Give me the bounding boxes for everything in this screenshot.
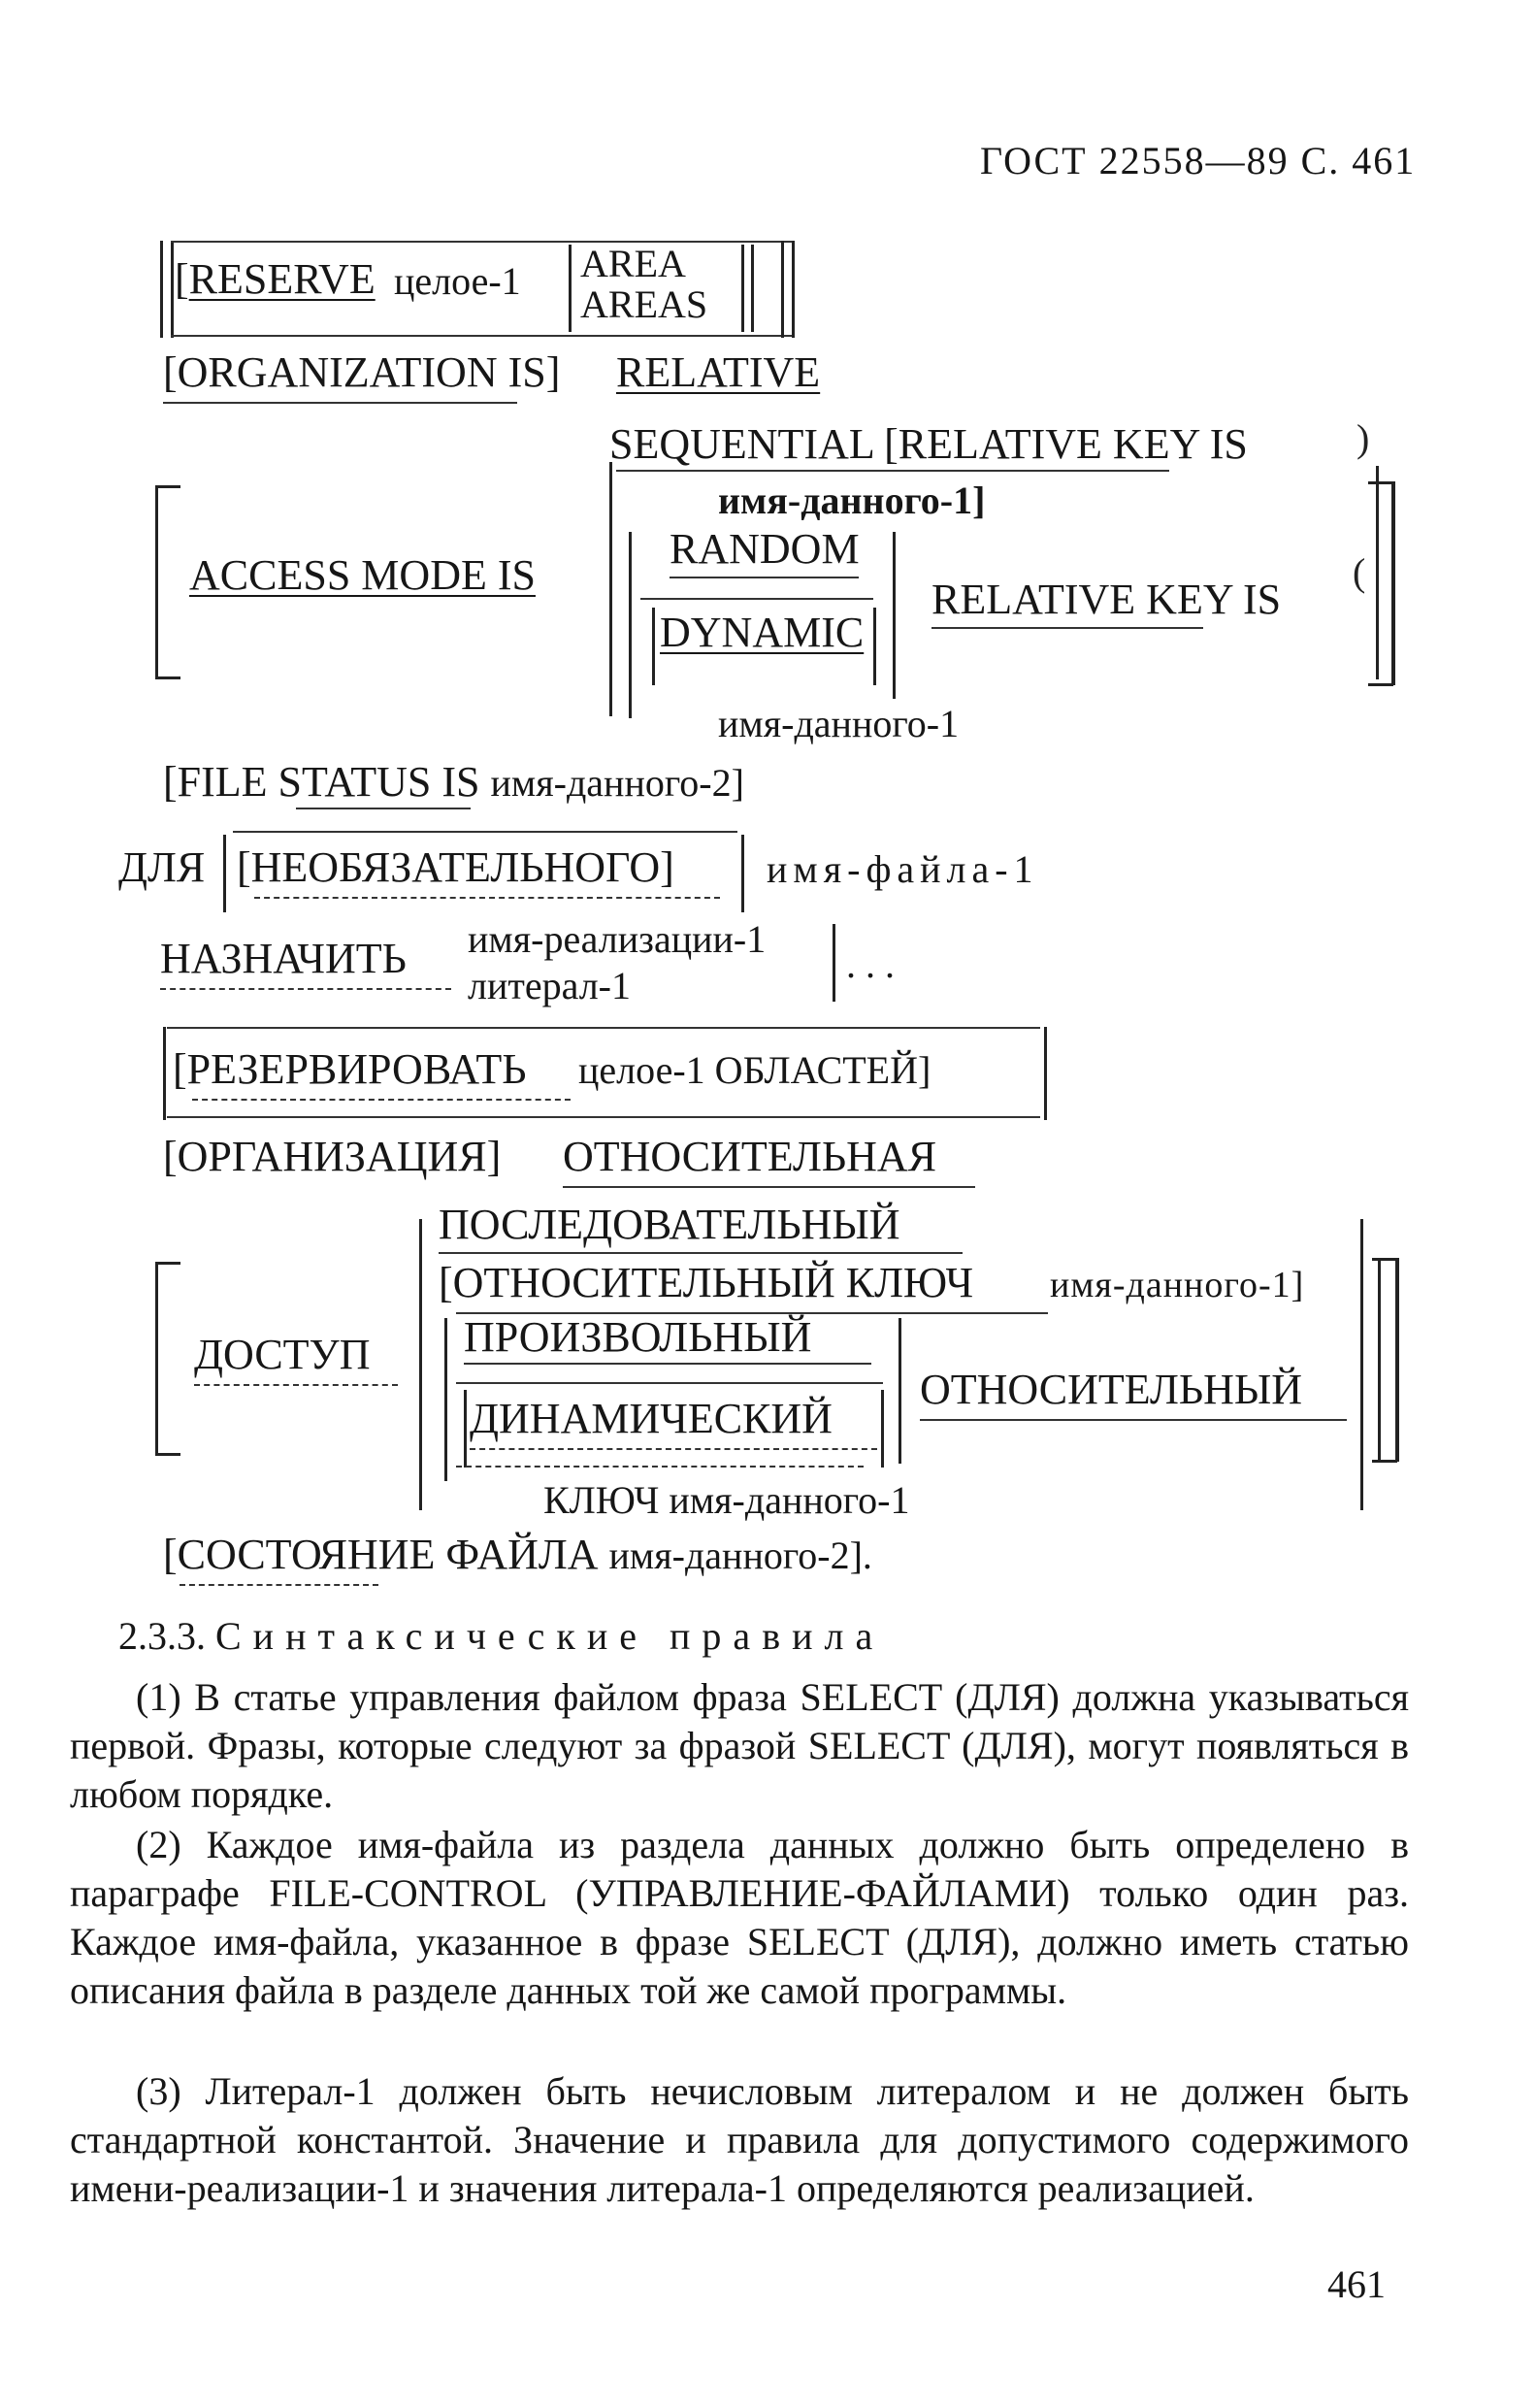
bracket-line bbox=[1044, 1027, 1047, 1120]
access-mode-label: ACCESS MODE IS bbox=[189, 551, 536, 599]
brace-line bbox=[1360, 1219, 1363, 1510]
reserve-ru-tail: целое-1 ОБЛАСТЕЙ] bbox=[578, 1048, 931, 1092]
relkey-ru-tail: имя-данного-1] bbox=[1050, 1265, 1305, 1305]
relkey-ru: [ОТНОСИТЕЛЬНЫЙ КЛЮЧ bbox=[439, 1259, 974, 1306]
key-ru: КЛЮЧ bbox=[543, 1478, 660, 1522]
section-title: Синтаксические правила bbox=[215, 1614, 885, 1658]
relative-m-ru: ОТНОСИТЕЛЬНЫЙ bbox=[920, 1366, 1303, 1413]
bracket-line bbox=[223, 835, 226, 912]
big-bracket-right bbox=[1372, 1460, 1397, 1463]
running-head: ГОСТ 22558—89 С. 461 bbox=[980, 139, 1417, 182]
sequential-line: SEQUENTIAL [RELATIVE KEY IS bbox=[609, 420, 1248, 468]
bracket-line bbox=[873, 608, 876, 685]
big-bracket-left bbox=[155, 1262, 158, 1456]
bracket-line bbox=[233, 831, 737, 833]
access-ru: ДОСТУП bbox=[194, 1331, 371, 1378]
bracket-line bbox=[741, 245, 744, 332]
dashed-underline bbox=[254, 897, 720, 899]
bracket-line bbox=[464, 1390, 467, 1468]
bracket-line bbox=[171, 241, 792, 243]
random-keyword: RANDOM bbox=[670, 525, 860, 573]
dlya-keyword: ДЛЯ bbox=[118, 843, 206, 891]
dashed-underline bbox=[456, 1466, 864, 1468]
big-bracket-right bbox=[1368, 481, 1393, 484]
underline bbox=[931, 627, 1203, 629]
underline bbox=[163, 402, 517, 404]
organization-clause: [ORGANIZATION IS] bbox=[163, 348, 561, 396]
bracket-line bbox=[167, 1116, 1040, 1118]
key-ru-tail: имя-данного-1 bbox=[669, 1478, 910, 1522]
integer-1: целое-1 bbox=[394, 259, 521, 303]
underline bbox=[439, 1252, 963, 1254]
underline bbox=[296, 808, 471, 809]
underline bbox=[670, 577, 859, 578]
relative-keyword: RELATIVE bbox=[616, 348, 821, 396]
big-bracket-left bbox=[155, 1453, 180, 1456]
data-name-2: имя-данного-2] bbox=[490, 761, 744, 805]
relative-ru: ОТНОСИТЕЛЬНАЯ bbox=[563, 1133, 937, 1180]
brace-line bbox=[893, 532, 896, 699]
ellipsis: . . . bbox=[846, 942, 895, 986]
data-name-1b: имя-данного-1 bbox=[718, 702, 960, 745]
data-name-1: имя-данного-1] bbox=[718, 478, 986, 522]
bracket-line bbox=[569, 245, 572, 332]
sequential-ru: ПОСЛЕДОВАТЕЛЬНЫЙ bbox=[439, 1201, 900, 1248]
big-bracket-right bbox=[1391, 481, 1395, 685]
brace-right: ( bbox=[1353, 550, 1366, 594]
file-name-1: имя-файла-1 bbox=[767, 847, 1039, 891]
dashed-underline bbox=[160, 988, 451, 990]
paragraph-3: (3) Литерал-1 должен быть нечисловым литералом и не должен быть стандартной константой. Значение и правила для допустимого содержимого имени-реализации-1 и значения литерала-1 определяются реализацией. bbox=[70, 2069, 1409, 2210]
reserve-keyword: RESERVE bbox=[188, 255, 376, 303]
bracket-line bbox=[881, 1390, 884, 1468]
big-bracket-right bbox=[1395, 1258, 1399, 1462]
brace-right: ) bbox=[1356, 416, 1370, 460]
file-state: [СОСТОЯНИЕ ФАЙЛА bbox=[163, 1531, 599, 1578]
bracket-line bbox=[163, 1027, 166, 1120]
underline bbox=[616, 470, 1169, 472]
bracket-line bbox=[160, 241, 163, 338]
big-bracket-left bbox=[155, 485, 158, 679]
dynamic-keyword: DYNAMIC bbox=[660, 609, 865, 656]
big-bracket-inner bbox=[1378, 1258, 1381, 1462]
brace-line bbox=[444, 1318, 447, 1481]
dashed-underline bbox=[194, 1384, 398, 1386]
dashed-underline bbox=[180, 1584, 378, 1586]
assign-keyword: НАЗНАЧИТЬ bbox=[160, 935, 407, 982]
relative-key-is: RELATIVE KEY IS bbox=[931, 576, 1282, 623]
brace-line bbox=[629, 532, 632, 718]
impl-name-1: имя-реализации-1 bbox=[468, 917, 767, 961]
underline bbox=[640, 598, 873, 600]
bracket-line bbox=[652, 608, 655, 685]
section-number: 2.3.3. bbox=[118, 1614, 206, 1658]
brace-line bbox=[609, 462, 612, 716]
bracket-line bbox=[741, 835, 744, 912]
organization-ru: [ОРГАНИЗАЦИЯ] bbox=[163, 1133, 502, 1180]
underline bbox=[464, 1363, 871, 1365]
brace-line bbox=[899, 1318, 901, 1464]
areas-keyword: AREAS bbox=[580, 282, 708, 326]
dashed-underline bbox=[470, 1448, 877, 1450]
paragraph-2: (2) Каждое имя-файла из раздела данных должно быть определено в параграфе FILE-CONTROL (УПРАВЛЕНИЕ-ФАЙЛАМИ) только один раз. Каждое имя-файла, указанное в фразе SELECT (ДЛЯ), должно иметь статью описания файла в разделе данных той же самой программы. bbox=[70, 1823, 1409, 2012]
big-bracket-right bbox=[1368, 683, 1393, 686]
file-status-clause: [FILE STATUS IS bbox=[163, 758, 480, 806]
random-ru: ПРОИЗВОЛЬНЫЙ bbox=[464, 1313, 812, 1361]
underline bbox=[456, 1382, 883, 1384]
underline bbox=[563, 1186, 975, 1188]
optional-keyword: [НЕОБЯЗАТЕЛЬНОГО] bbox=[237, 843, 674, 891]
paragraph-1: (1) В статье управления файлом фраза SELECT (ДЛЯ) должна указываться первой. Фразы, которые следуют за фразой SELECT (ДЛЯ), могут появляться в любом порядке. bbox=[70, 1675, 1409, 1816]
brace-line bbox=[833, 924, 835, 1002]
page-number: 461 bbox=[1327, 2262, 1386, 2306]
dashed-underline bbox=[192, 1099, 571, 1101]
big-bracket-inner bbox=[1376, 466, 1379, 679]
document-page: ГОСТ 22558—89 С. 461 [RESERVE целое-1 AREA AREAS [ORGANIZATION IS] RELATIVE ACCESS MODE IS SEQUENTIAL [RELATIVE KEY IS имя-данного-1] ) RANDOM DYNAMIC RELATIVE KEY IS ( имя-данного-1 [FILE STATUS IS имя-данного-2] ДЛЯ [НЕОБЯЗАТЕЛЬНОГО] имя-файла-1 НАЗНАЧИТЬ имя-реализации-1 литерал-1 . . . [РЕЗЕРВИРОВАТЬ целое-1 ОБЛАСТЕЙ] [ОРГАНИЗАЦИЯ] ОТНОСИТЕЛЬНАЯ ДОСТУП ПОСЛЕДОВАТЕЛЬНЫЙ [ОТНОСИТЕЛЬНЫЙ КЛЮЧ имя-данного-1] ПРОИЗВОЛЬНЫЙ ДИНАМИЧЕСКИЙ ОТНОСИТЕЛЬНЫЙ КЛЮЧ имя-данного-1 [СОСТОЯНИЕ ФАЙЛА имя-данного-2]. 2.3.3. Синтаксические правила (1) В статье управления файлом фраза SELECT (ДЛЯ) должна указываться первой. Фразы, которые следуют за фразой SELECT (ДЛЯ), могут появляться в любом порядке. (2) Каждое имя-файла из раздела данных должно быть определено в параграфе FILE-CONTROL (УПРАВЛЕНИЕ-ФАЙЛАМИ) только один раз. Каждое имя-файла, указанное в фразе SELECT (ДЛЯ), должно иметь статью описания файла в разделе данных той же самой программы. (3) Литерал-1 должен быть нечисловым литералом и не должен быть стандартной константой. Значение и правила для допустимого содержимого имени-реализации-1 и значения литерала-1 определяются реализацией. 461 bbox=[70, 139, 1417, 2306]
dynamic-ru: ДИНАМИЧЕСКИЙ bbox=[470, 1395, 833, 1442]
brace-line bbox=[419, 1219, 422, 1510]
underline bbox=[920, 1419, 1347, 1421]
area-keyword: AREA bbox=[580, 242, 686, 285]
file-state-tail: имя-данного-2]. bbox=[608, 1534, 872, 1577]
big-bracket-left bbox=[155, 485, 180, 488]
bracket-line bbox=[171, 335, 792, 337]
big-bracket-left bbox=[155, 1262, 180, 1265]
literal-1: литерал-1 bbox=[468, 964, 631, 1007]
bracket-line bbox=[171, 241, 174, 338]
big-bracket-right bbox=[1372, 1258, 1397, 1261]
reserve-ru: [РЕЗЕРВИРОВАТЬ bbox=[173, 1045, 527, 1093]
bracket-line bbox=[167, 1027, 1040, 1029]
big-bracket-left bbox=[155, 676, 180, 679]
bracket-line bbox=[751, 245, 754, 332]
bracket-line bbox=[781, 241, 784, 338]
bracket-line bbox=[792, 241, 795, 338]
